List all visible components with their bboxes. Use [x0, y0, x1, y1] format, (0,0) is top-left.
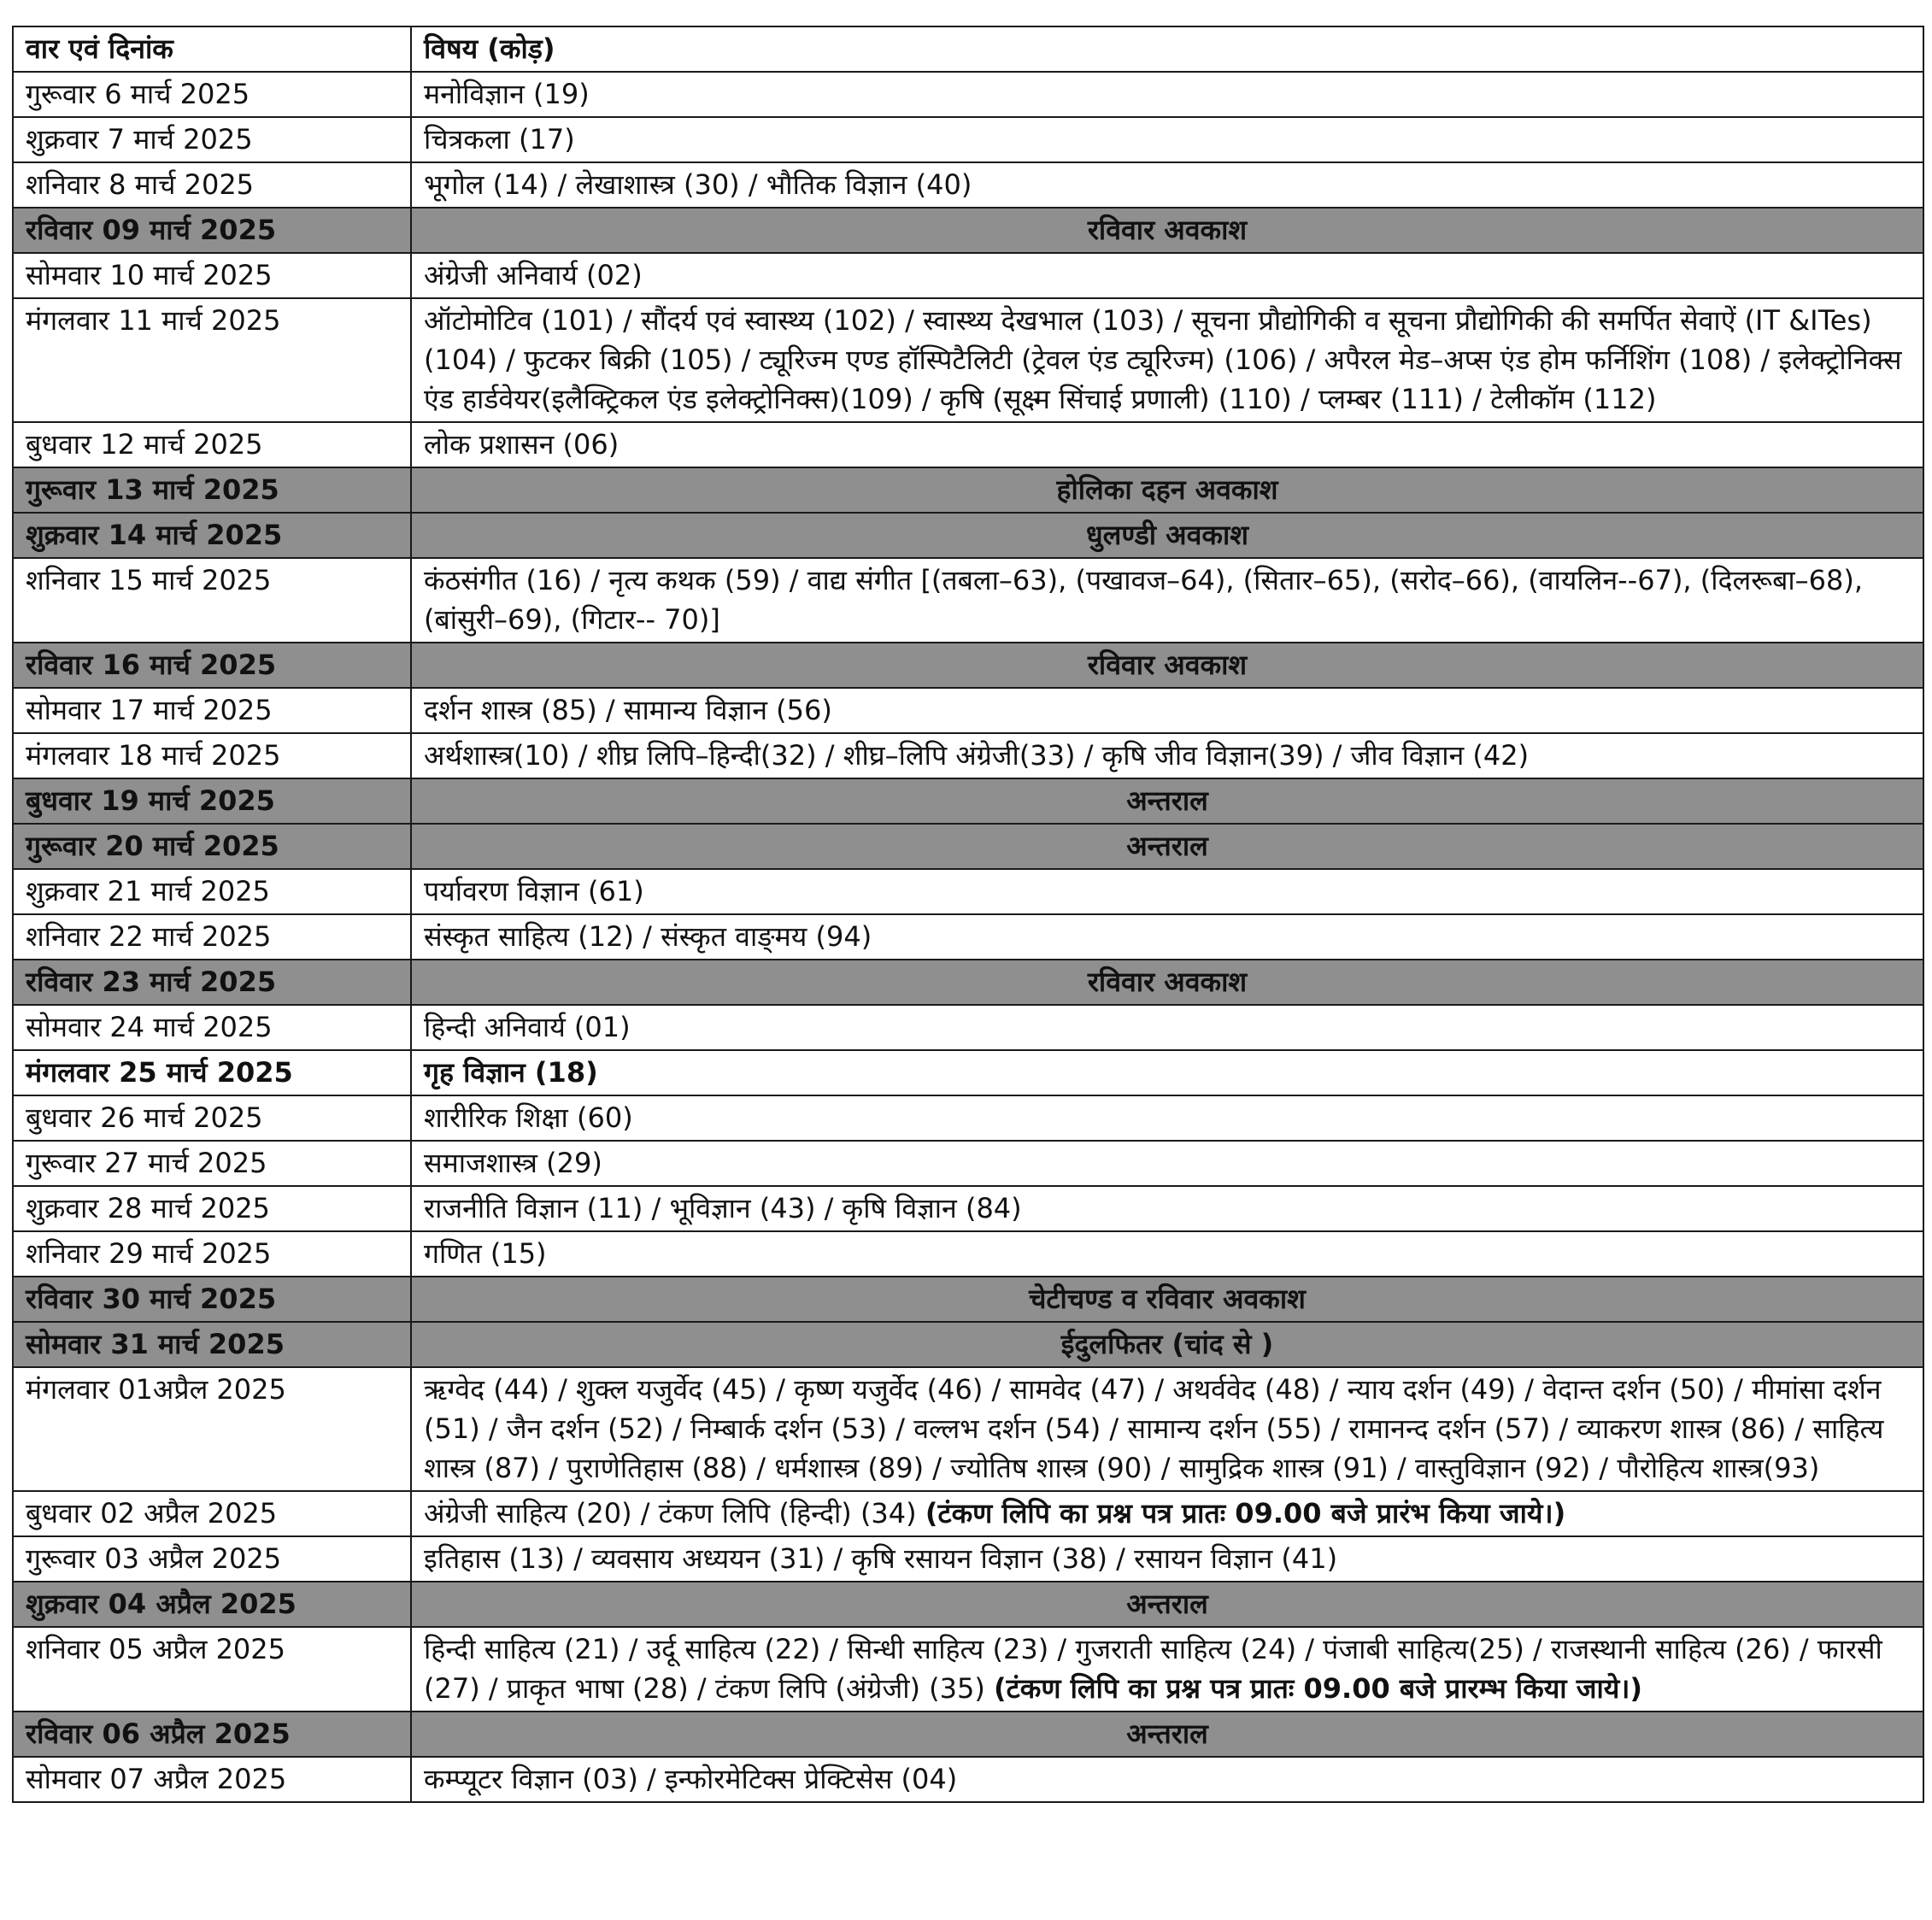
typing-note: (टंकण लिपि का प्रश्न पत्र प्रातः 09.00 बजे प्रारम्भ किया जाये।) — [994, 1672, 1643, 1705]
table-row — [13, 558, 1923, 643]
exam-date-cell: सोमवार 10 मार्च 2025 — [13, 253, 411, 298]
table-row — [13, 1627, 1923, 1712]
subject-text: शारीरिक शिक्षा (60) — [424, 1101, 633, 1134]
exam-subject-cell — [411, 253, 1923, 298]
exam-subject-cell — [411, 1095, 1923, 1141]
exam-subject-cell — [411, 1757, 1923, 1802]
exam-date-cell: मंगलवार 25 मार्च 2025 — [13, 1050, 411, 1095]
exam-subject-cell — [411, 422, 1923, 467]
exam-date-cell: शुक्रवार 04 अप्रैल 2025 — [13, 1582, 411, 1627]
subject-text: अन्तराल — [1126, 784, 1208, 817]
subject-text: दर्शन शास्त्र (85) / सामान्य विज्ञान (56) — [424, 694, 832, 726]
exam-date-cell: शनिवार 29 मार्च 2025 — [13, 1231, 411, 1277]
table-row — [13, 869, 1923, 914]
subject-text: अन्तराल — [1126, 1588, 1208, 1620]
holiday-label-cell — [411, 643, 1923, 688]
date-column-header: वार एवं दिनांक — [13, 26, 411, 72]
table-row — [13, 1757, 1923, 1802]
holiday-row — [13, 1322, 1923, 1367]
holiday-label-cell — [411, 1712, 1923, 1757]
exam-date-cell: बुधवार 12 मार्च 2025 — [13, 422, 411, 467]
holiday-row — [13, 960, 1923, 1005]
exam-subject-cell — [411, 1050, 1923, 1095]
subject-text: चित्रकला (17) — [424, 123, 575, 156]
table-row — [13, 298, 1923, 422]
subject-text: अर्थशास्त्र(10) / शीघ्र लिपि–हिन्दी(32) / शीघ्र–लिपि अंग्रेजी(33) / कृषि जीव विज्ञान(39) / जीव विज्ञान (42) — [424, 739, 1530, 772]
exam-date-cell: शनिवार 22 मार्च 2025 — [13, 914, 411, 960]
holiday-row — [13, 513, 1923, 558]
exam-date-cell: बुधवार 19 मार्च 2025 — [13, 778, 411, 824]
exam-subject-cell — [411, 558, 1923, 643]
exam-date-cell: शुक्रवार 7 मार्च 2025 — [13, 117, 411, 162]
exam-subject-cell — [411, 1536, 1923, 1582]
exam-subject-cell — [411, 1491, 1923, 1536]
subject-text: रविवार अवकाश — [1087, 649, 1248, 681]
exam-date-cell: मंगलवार 11 मार्च 2025 — [13, 298, 411, 422]
exam-date-cell: बुधवार 02 अप्रैल 2025 — [13, 1491, 411, 1536]
exam-date-cell: सोमवार 24 मार्च 2025 — [13, 1005, 411, 1050]
subject-text: रविवार अवकाश — [1087, 214, 1248, 246]
subject-text: चेटीचण्ड व रविवार अवकाश — [1029, 1283, 1306, 1315]
subject-text: ऋग्वेद (44) / शुक्ल यजुर्वेद (45) / कृष्ण यजुर्वेद (46) / सामवेद (47) / अथर्ववेद (48) / न्याय दर्शन (49) / वेदान्त दर्शन (50) / मीमांसा दर्शन (51) / जैन दर्शन (52) / निम्बार्क दर्शन (53) / वल्लभ दर्शन (54) / सामान्य दर्शन (55) / रामानन्द दर्शन (57) / व्याकरण शास्त्र (86) / साहित्य शास्त्र (87) / पुराणेतिहास (88) / धर्मशास्त्र (89) / ज्योतिष शास्त्र (90) / सामुद्रिक शास्त्र (91) / वास्तुविज्ञान (92) / पौरोहित्य शास्त्र(93) — [424, 1373, 1884, 1484]
exam-date-cell: रविवार 09 मार्च 2025 — [13, 208, 411, 253]
exam-date-cell: गुरूवार 03 अप्रैल 2025 — [13, 1536, 411, 1582]
exam-date-cell: रविवार 06 अप्रैल 2025 — [13, 1712, 411, 1757]
exam-date-cell: शुक्रवार 28 मार्च 2025 — [13, 1186, 411, 1231]
exam-subject-cell — [411, 869, 1923, 914]
exam-date-cell: शनिवार 05 अप्रैल 2025 — [13, 1627, 411, 1712]
exam-subject-cell — [411, 1141, 1923, 1186]
subject-text: समाजशास्त्र (29) — [424, 1147, 602, 1179]
subject-text: अंग्रेजी साहित्य (20) / टंकण लिपि (हिन्दी) (34) — [424, 1497, 917, 1530]
subject-text: ऑटोमोटिव (101) / सौंदर्य एवं स्वास्थ्य (102) / स्वास्थ्य देखभाल (103) / सूचना प्रौद्योगिकी व सूचना प्रौद्योगिकी की समर्पित सेवाऐं (IT &ITes)(104) / फुटकर बिक्री (105) / ट्यूरिज्म एण्ड हॉस्पिटैलिटी (ट्रेवल एंड ट्यूरिज्म) (106) / अपैरल मेड–अप्स एंड होम फर्निशिंग (108) / इलेक्ट्रोनिक्स एंड हार्डवेयर(इलैक्ट्रिकल एंड इलेक्ट्रोनिक्स)(109) / कृषि (सूक्ष्म सिंचाई प्रणाली) (110) / प्लम्बर (111) / टेलीकॉम (112) — [424, 304, 1902, 415]
exam-date-cell: बुधवार 26 मार्च 2025 — [13, 1095, 411, 1141]
holiday-row — [13, 1712, 1923, 1757]
table-row — [13, 1536, 1923, 1582]
subject-text: गणित (15) — [424, 1237, 547, 1270]
holiday-row — [13, 1582, 1923, 1627]
exam-date-cell: गुरूवार 13 मार्च 2025 — [13, 467, 411, 513]
holiday-label-cell — [411, 778, 1923, 824]
exam-date-cell: सोमवार 07 अप्रैल 2025 — [13, 1757, 411, 1802]
exam-date-cell: सोमवार 17 मार्च 2025 — [13, 688, 411, 733]
exam-subject-cell — [411, 1186, 1923, 1231]
subject-text: ईदुलफितर (चांद से ) — [1060, 1328, 1274, 1360]
subject-text: हिन्दी साहित्य (21) / उर्दू साहित्य (22) / सिन्धी साहित्य (23) / गुजराती साहित्य (24) / पंजाबी साहित्य(25) / राजस्थानी साहित्य (26) / फारसी (27) / प्राकृत भाषा (28) / टंकण लिपि (अंग्रेजी) (35) — [424, 1633, 1882, 1705]
holiday-label-cell — [411, 1582, 1923, 1627]
exam-date-cell: शनिवार 15 मार्च 2025 — [13, 558, 411, 643]
subject-text: गृह विज्ञान (18) — [424, 1056, 598, 1089]
subject-text: कंठसंगीत (16) / नृत्य कथक (59) / वाद्य संगीत [(तबला–63), (पखावज–64), (सितार–65), (सरोद–66), (वायलिन--67), (दिलरूबा–68), (बांसुरी–69), (गिटार-- 70)] — [424, 564, 1864, 636]
table-row — [13, 1367, 1923, 1491]
holiday-label-cell — [411, 824, 1923, 869]
subject-text: होलिका दहन अवकाश — [1056, 473, 1278, 506]
subject-text: इतिहास (13) / व्यवसाय अध्ययन (31) / कृषि रसायन विज्ञान (38) / रसायन विज्ञान (41) — [424, 1542, 1338, 1575]
exam-date-cell: रविवार 30 मार्च 2025 — [13, 1277, 411, 1322]
exam-subject-cell — [411, 72, 1923, 117]
table-row — [13, 162, 1923, 208]
holiday-row — [13, 778, 1923, 824]
subject-text: राजनीति विज्ञान (11) / भूविज्ञान (43) / कृषि विज्ञान (84) — [424, 1192, 1022, 1224]
exam-schedule-sheet — [12, 26, 1923, 1803]
table-row — [13, 914, 1923, 960]
table-row — [13, 1050, 1923, 1095]
exam-date-cell: मंगलवार 18 मार्च 2025 — [13, 733, 411, 778]
exam-subject-cell — [411, 298, 1923, 422]
table-row — [13, 1005, 1923, 1050]
table-row — [13, 733, 1923, 778]
subject-text: लोक प्रशासन (06) — [424, 428, 620, 461]
table-row — [13, 1231, 1923, 1277]
exam-subject-cell — [411, 688, 1923, 733]
exam-date-cell: सोमवार 31 मार्च 2025 — [13, 1322, 411, 1367]
holiday-row — [13, 208, 1923, 253]
holiday-row — [13, 824, 1923, 869]
table-row — [13, 1095, 1923, 1141]
exam-date-cell: रविवार 23 मार्च 2025 — [13, 960, 411, 1005]
exam-date-cell: गुरूवार 6 मार्च 2025 — [13, 72, 411, 117]
holiday-label-cell — [411, 467, 1923, 513]
table-row — [13, 72, 1923, 117]
holiday-row — [13, 643, 1923, 688]
table-row — [13, 688, 1923, 733]
subject-text: मनोविज्ञान (19) — [424, 78, 590, 110]
subject-text: हिन्दी अनिवार्य (01) — [424, 1011, 631, 1043]
subject-text: अंग्रेजी अनिवार्य (02) — [424, 259, 643, 291]
holiday-row — [13, 1277, 1923, 1322]
table-header-row — [13, 26, 1923, 72]
subject-column-header: विषय (कोड़) — [411, 26, 1923, 72]
table-row — [13, 1491, 1923, 1536]
subject-text: भूगोल (14) / लेखाशास्त्र (30) / भौतिक विज्ञान (40) — [424, 168, 972, 201]
exam-date-cell: रविवार 16 मार्च 2025 — [13, 643, 411, 688]
exam-subject-cell — [411, 1005, 1923, 1050]
table-row — [13, 1186, 1923, 1231]
exam-date-cell: शुक्रवार 14 मार्च 2025 — [13, 513, 411, 558]
holiday-row — [13, 467, 1923, 513]
exam-date-cell: शनिवार 8 मार्च 2025 — [13, 162, 411, 208]
exam-subject-cell — [411, 733, 1923, 778]
exam-subject-cell — [411, 914, 1923, 960]
exam-subject-cell — [411, 162, 1923, 208]
holiday-label-cell — [411, 1322, 1923, 1367]
table-row — [13, 422, 1923, 467]
subject-text: अन्तराल — [1126, 830, 1208, 862]
holiday-label-cell — [411, 513, 1923, 558]
table-row — [13, 1141, 1923, 1186]
exam-subject-cell — [411, 117, 1923, 162]
exam-subject-cell — [411, 1367, 1923, 1491]
holiday-label-cell — [411, 208, 1923, 253]
exam-date-cell: मंगलवार 01अप्रैल 2025 — [13, 1367, 411, 1491]
exam-subject-cell — [411, 1627, 1923, 1712]
subject-text: कम्प्यूटर विज्ञान (03) / इन्फोरमेटिक्स प्रेक्टिसेस (04) — [424, 1763, 958, 1795]
exam-date-cell: गुरूवार 20 मार्च 2025 — [13, 824, 411, 869]
exam-date-cell: शुक्रवार 21 मार्च 2025 — [13, 869, 411, 914]
subject-text: रविवार अवकाश — [1087, 966, 1248, 998]
exam-date-cell: गुरूवार 27 मार्च 2025 — [13, 1141, 411, 1186]
exam-schedule-table — [12, 26, 1924, 1803]
subject-text: अन्तराल — [1126, 1717, 1208, 1750]
exam-subject-cell — [411, 1231, 1923, 1277]
holiday-label-cell — [411, 960, 1923, 1005]
table-row — [13, 117, 1923, 162]
subject-text: पर्यावरण विज्ञान (61) — [424, 875, 644, 907]
table-row — [13, 253, 1923, 298]
holiday-label-cell — [411, 1277, 1923, 1322]
subject-text: संस्कृत साहित्य (12) / संस्कृत वाङ्‌मय (94) — [424, 920, 872, 953]
subject-text: धुलण्डी अवकाश — [1086, 519, 1248, 551]
typing-note: (टंकण लिपि का प्रश्न पत्र प्रातः 09.00 बजे प्रारंभ किया जाये।) — [925, 1497, 1566, 1530]
